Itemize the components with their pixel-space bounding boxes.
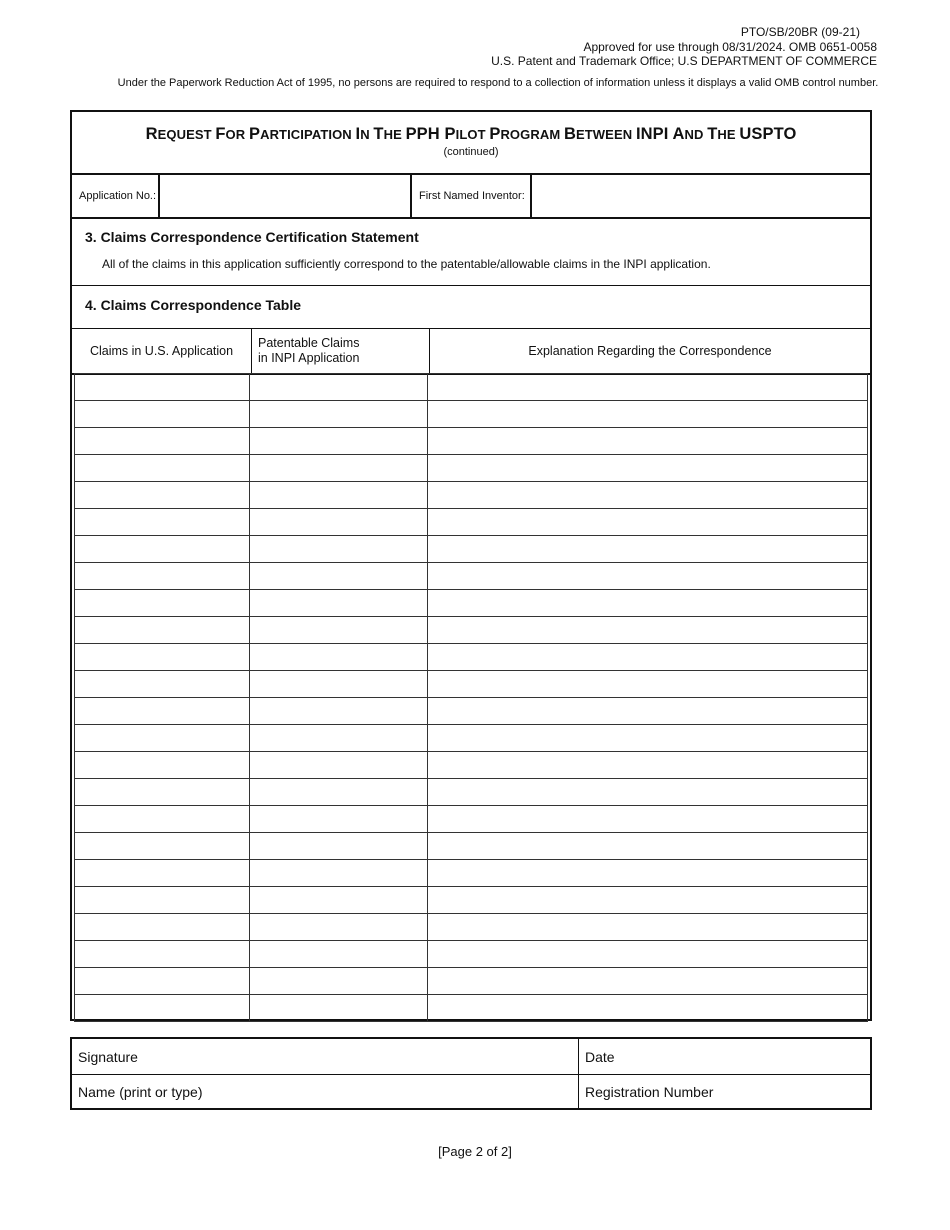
explanation-cell[interactable] xyxy=(428,563,868,589)
explanation-cell[interactable] xyxy=(428,671,868,697)
signature-block xyxy=(70,1037,872,1110)
table-row xyxy=(74,563,868,590)
signature-field[interactable]: Signature xyxy=(72,1039,579,1074)
form-subtitle: (continued) xyxy=(443,146,499,158)
table-row xyxy=(74,914,868,941)
table-row xyxy=(74,617,868,644)
explanation-cell[interactable] xyxy=(428,590,868,616)
table-row xyxy=(74,455,868,482)
registration-number-field[interactable]: Registration Number xyxy=(585,1084,714,1100)
correspondence-section xyxy=(72,286,870,329)
table-row xyxy=(74,644,868,671)
form-title: REQUEST FOR PARTICIPATION IN THE PPH PILOT PROGRAM BETWEEN INPI AND THE USPTO xyxy=(145,125,797,143)
col-inpi-claims-line2: in INPI Application xyxy=(258,351,360,365)
us-claim-cell[interactable] xyxy=(74,644,250,670)
table-row xyxy=(74,941,868,968)
us-claim-cell[interactable] xyxy=(74,860,250,886)
inpi-claim-cell[interactable] xyxy=(250,617,428,643)
inpi-claim-cell[interactable] xyxy=(250,752,428,778)
correspondence-table xyxy=(74,373,868,1022)
table-row xyxy=(74,428,868,455)
explanation-cell[interactable] xyxy=(428,617,868,643)
inpi-claim-cell[interactable] xyxy=(250,671,428,697)
inpi-claim-cell[interactable] xyxy=(250,968,428,994)
us-claim-cell[interactable] xyxy=(74,401,250,427)
us-claim-cell[interactable] xyxy=(74,779,250,805)
table-row xyxy=(74,590,868,617)
us-claim-cell[interactable] xyxy=(74,617,250,643)
explanation-cell[interactable] xyxy=(428,536,868,562)
certification-statement: All of the claims in this application sufficiently correspond to the patentable/allowable claims in the INPI application. xyxy=(102,257,711,271)
explanation-cell[interactable] xyxy=(428,428,868,454)
first-inventor-label: First Named Inventor: xyxy=(412,175,532,217)
us-claim-cell[interactable] xyxy=(74,995,250,1021)
us-claim-cell[interactable] xyxy=(74,725,250,751)
inpi-claim-cell[interactable] xyxy=(250,860,428,886)
inpi-claim-cell[interactable] xyxy=(250,941,428,967)
correspondence-heading: 4. Claims Correspondence Table xyxy=(85,297,302,313)
table-row xyxy=(74,968,868,995)
table-row xyxy=(74,671,868,698)
us-claim-cell[interactable] xyxy=(74,968,250,994)
explanation-cell[interactable] xyxy=(428,509,868,535)
table-row xyxy=(74,995,868,1022)
explanation-cell[interactable] xyxy=(428,455,868,481)
inpi-claim-cell[interactable] xyxy=(250,455,428,481)
title-block xyxy=(72,112,870,175)
explanation-cell[interactable] xyxy=(428,887,868,913)
table-row xyxy=(74,887,868,914)
explanation-cell[interactable] xyxy=(428,806,868,832)
explanation-cell[interactable] xyxy=(428,401,868,427)
us-claim-cell[interactable] xyxy=(74,509,250,535)
us-claim-cell[interactable] xyxy=(74,752,250,778)
agency-name: U.S. Patent and Trademark Office; U.S DEPARTMENT OF COMMERCE xyxy=(491,54,877,68)
us-claim-cell[interactable] xyxy=(74,563,250,589)
us-claim-cell[interactable] xyxy=(74,914,250,940)
explanation-cell[interactable] xyxy=(428,860,868,886)
inpi-claim-cell[interactable] xyxy=(250,401,428,427)
omb-approval: Approved for use through 08/31/2024. OMB 0651-0058 xyxy=(583,39,877,54)
table-header xyxy=(72,329,870,375)
application-no-field[interactable] xyxy=(160,175,412,217)
us-claim-cell[interactable] xyxy=(74,455,250,481)
pph-request-form xyxy=(70,110,872,1021)
explanation-cell[interactable] xyxy=(428,644,868,670)
explanation-cell[interactable] xyxy=(428,833,868,859)
explanation-cell[interactable] xyxy=(428,914,868,940)
us-claim-cell[interactable] xyxy=(74,536,250,562)
us-claim-cell[interactable] xyxy=(74,806,250,832)
inpi-claim-cell[interactable] xyxy=(250,374,428,400)
paperwork-notice: Under the Paperwork Reduction Act of 1995, no persons are required to respond to a collection of information unless it displays a valid OMB control number. xyxy=(117,77,879,89)
page-number: [Page 2 of 2] xyxy=(438,1144,512,1159)
col-us-claims: Claims in U.S. Application xyxy=(72,329,252,373)
explanation-cell[interactable] xyxy=(428,725,868,751)
table-row xyxy=(74,806,868,833)
us-claim-cell[interactable] xyxy=(74,428,250,454)
inpi-claim-cell[interactable] xyxy=(250,698,428,724)
explanation-cell[interactable] xyxy=(428,995,868,1021)
inpi-claim-cell[interactable] xyxy=(250,563,428,589)
form-number: PTO/SB/20BR (09-21) xyxy=(740,25,860,39)
table-row xyxy=(74,482,868,509)
explanation-cell[interactable] xyxy=(428,968,868,994)
application-no-label: Application No.: xyxy=(72,175,160,217)
inpi-claim-cell[interactable] xyxy=(250,536,428,562)
table-row xyxy=(74,725,868,752)
us-claim-cell[interactable] xyxy=(74,590,250,616)
us-claim-cell[interactable] xyxy=(74,833,250,859)
table-row xyxy=(74,373,868,401)
application-info-row xyxy=(72,175,870,219)
table-row xyxy=(74,779,868,806)
certification-heading: 3. Claims Correspondence Certification Statement xyxy=(85,229,419,245)
col-explanation: Explanation Regarding the Correspondence xyxy=(528,344,772,358)
inpi-claim-cell[interactable] xyxy=(250,833,428,859)
first-inventor-field[interactable] xyxy=(532,175,870,217)
us-claim-cell[interactable] xyxy=(74,671,250,697)
inpi-claim-cell[interactable] xyxy=(250,779,428,805)
table-row xyxy=(74,698,868,725)
certification-section xyxy=(72,219,870,286)
inpi-claim-cell[interactable] xyxy=(250,428,428,454)
us-claim-cell[interactable] xyxy=(74,941,250,967)
inpi-claim-cell[interactable] xyxy=(250,995,428,1021)
inpi-claim-cell[interactable] xyxy=(250,887,428,913)
us-claim-cell[interactable] xyxy=(74,887,250,913)
table-row xyxy=(74,401,868,428)
inpi-claim-cell[interactable] xyxy=(250,482,428,508)
table-row xyxy=(74,833,868,860)
name-field[interactable]: Name (print or type) xyxy=(72,1075,579,1109)
inpi-claim-cell[interactable] xyxy=(250,644,428,670)
us-claim-cell[interactable] xyxy=(74,374,250,400)
explanation-cell[interactable] xyxy=(428,482,868,508)
us-claim-cell[interactable] xyxy=(74,482,250,508)
table-row xyxy=(74,860,868,887)
table-row xyxy=(74,509,868,536)
explanation-cell[interactable] xyxy=(428,779,868,805)
inpi-claim-cell[interactable] xyxy=(250,806,428,832)
col-inpi-claims xyxy=(252,329,430,373)
inpi-claim-cell[interactable] xyxy=(250,725,428,751)
date-field[interactable]: Date xyxy=(585,1048,615,1065)
form-header xyxy=(491,25,877,69)
explanation-cell[interactable] xyxy=(428,941,868,967)
inpi-claim-cell[interactable] xyxy=(250,914,428,940)
explanation-cell[interactable] xyxy=(428,752,868,778)
us-claim-cell[interactable] xyxy=(74,698,250,724)
inpi-claim-cell[interactable] xyxy=(250,509,428,535)
explanation-cell[interactable] xyxy=(428,374,868,400)
table-row xyxy=(74,536,868,563)
explanation-cell[interactable] xyxy=(428,698,868,724)
col-inpi-claims-line1: Patentable Claims xyxy=(258,336,360,350)
table-row xyxy=(74,752,868,779)
inpi-claim-cell[interactable] xyxy=(250,590,428,616)
